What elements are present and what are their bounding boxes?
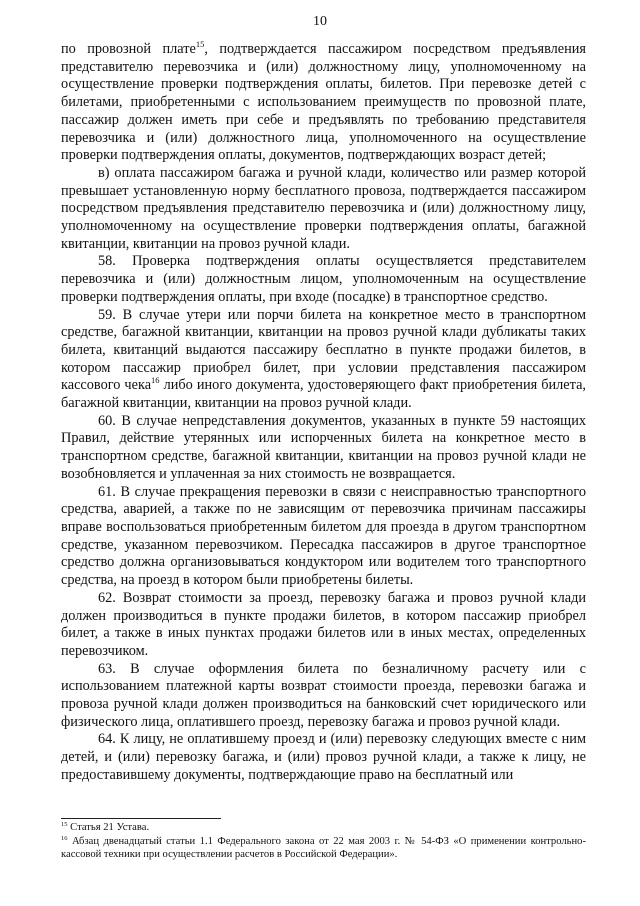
paragraph-58: 58. Проверка подтверждения оплаты осуществляется представителем перевозчика и (или) должностным лицом, уполномоченным на осуществление проверки подтверждения оплаты, при входе (посадке) в транспортное средство. bbox=[61, 253, 586, 305]
page-number: 10 bbox=[313, 14, 327, 29]
paragraph-item-v: в) оплата пассажиром багажа и ручной клади, количество или размер которой превышает установленную норму бесплатного провоза, подтверждается пассажиром посредством предъявления представителю перевозчика и (или) должностному лицу, уполномоченному на осуществление проверки подтверждения оплаты, багажной квитанции, квитанции на провоз ручной клади. bbox=[61, 164, 586, 252]
footnotes bbox=[61, 821, 586, 862]
paragraph-59 bbox=[61, 307, 586, 413]
footnote-ref-16[interactable]: 16 bbox=[151, 375, 160, 386]
body-text bbox=[61, 41, 586, 785]
footnote-16 bbox=[61, 835, 586, 862]
footnote-divider bbox=[61, 818, 221, 819]
paragraph-61: 61. В случае прекращения перевозки в связи с неисправностью транспортного средства, аварией, а также по не зависящим от перевозчика причинам пассажиры вправе воспользоваться приобретенным билетом для проезда в другом транспортном средстве, указанном перевозчиком. Пересадка пассажиров в другое транспортное средство должна организовываться кондуктором или водителем того транспортного средства, на проезд в котором были приобретены билеты. bbox=[61, 483, 586, 589]
paragraph-text: 59. В случае утери или порчи билета на конкретное место в транспортном средстве, багажной квитанции, квитанции на провоз ручной клади дубликаты таких билета, квитанций выдаются пассажиру бесплатно в пункте продажи билетов, в котором пассажир приобрел билет, при условии представления пассажиром кассового чека bbox=[61, 306, 586, 394]
footnote-text: Абзац двенадцатый статьи 1.1 Федерального закона от 22 мая 2003 г. № 54-ФЗ «О применении контрольно-кассовой техники при осуществлении расчетов в Российской Федерации». bbox=[61, 835, 586, 860]
paragraph-text: либо иного документа, удостоверяющего факт приобретения билета, багажной квитанции, квитанции на провоз ручной клади. bbox=[61, 377, 586, 412]
footnote-mark: 16 bbox=[61, 834, 68, 842]
paragraph-text: по провозной плате bbox=[61, 41, 196, 57]
paragraph-continuation bbox=[61, 41, 586, 165]
footnote-15 bbox=[61, 821, 586, 835]
paragraph-62: 62. Возврат стоимости за проезд, перевозку багажа и провоз ручной клади должен производиться в пункте продажи билетов, в котором пассажир приобрел билет, а также в иных пунктах продажи билетов или в иных местах, определенных перевозчиком. bbox=[61, 589, 586, 659]
paragraph-64: 64. К лицу, не оплатившему проезд и (или) перевозку следующих вместе с ним детей, и (или) перевозку багажа, и (или) провоз ручной клади, а также к лицу, не предоставившему документы, подтверждающие право на бесплатный или bbox=[61, 731, 586, 783]
footnote-ref-15[interactable]: 15 bbox=[195, 39, 205, 49]
paragraph-text: , подтверждается пассажиром посредством предъявления представителю перевозчика и (или) должностному лицу, уполномоченному на осуществление проверки подтверждения оплаты, билетов. При перевозке детей с билетами, приобретенными с использованием преимуществ по провозной плате, пассажир должен иметь при себе и предъявлять по требованию представителя перевозчика и (или) должностного лица, уполномоченного на осуществление проверки подтверждения оплаты, документов, подтверждающих возраст детей; bbox=[61, 41, 586, 164]
footnote-mark: 15 bbox=[61, 821, 68, 828]
paragraph-60: 60. В случае непредставления документов, указанных в пункте 59 настоящих Правил, действие утерянных или испорченных билета на конкретное место в транспортном средстве, багажной квитанции, квитанции на провоз ручной клади не возобновляется и уплаченная за них стоимость не возвращается. bbox=[61, 412, 586, 482]
paragraph-63: 63. В случае оформления билета по безналичному расчету или с использованием платежной карты возврат стоимости проезда, перевозки багажа и провоза ручной клади должен производиться на банковский счет юридического или физического лица, оплатившего проезд, перевозку багажа и провоз ручной клади. bbox=[61, 660, 586, 730]
footnote-text: Статья 21 Устава. bbox=[67, 822, 150, 833]
